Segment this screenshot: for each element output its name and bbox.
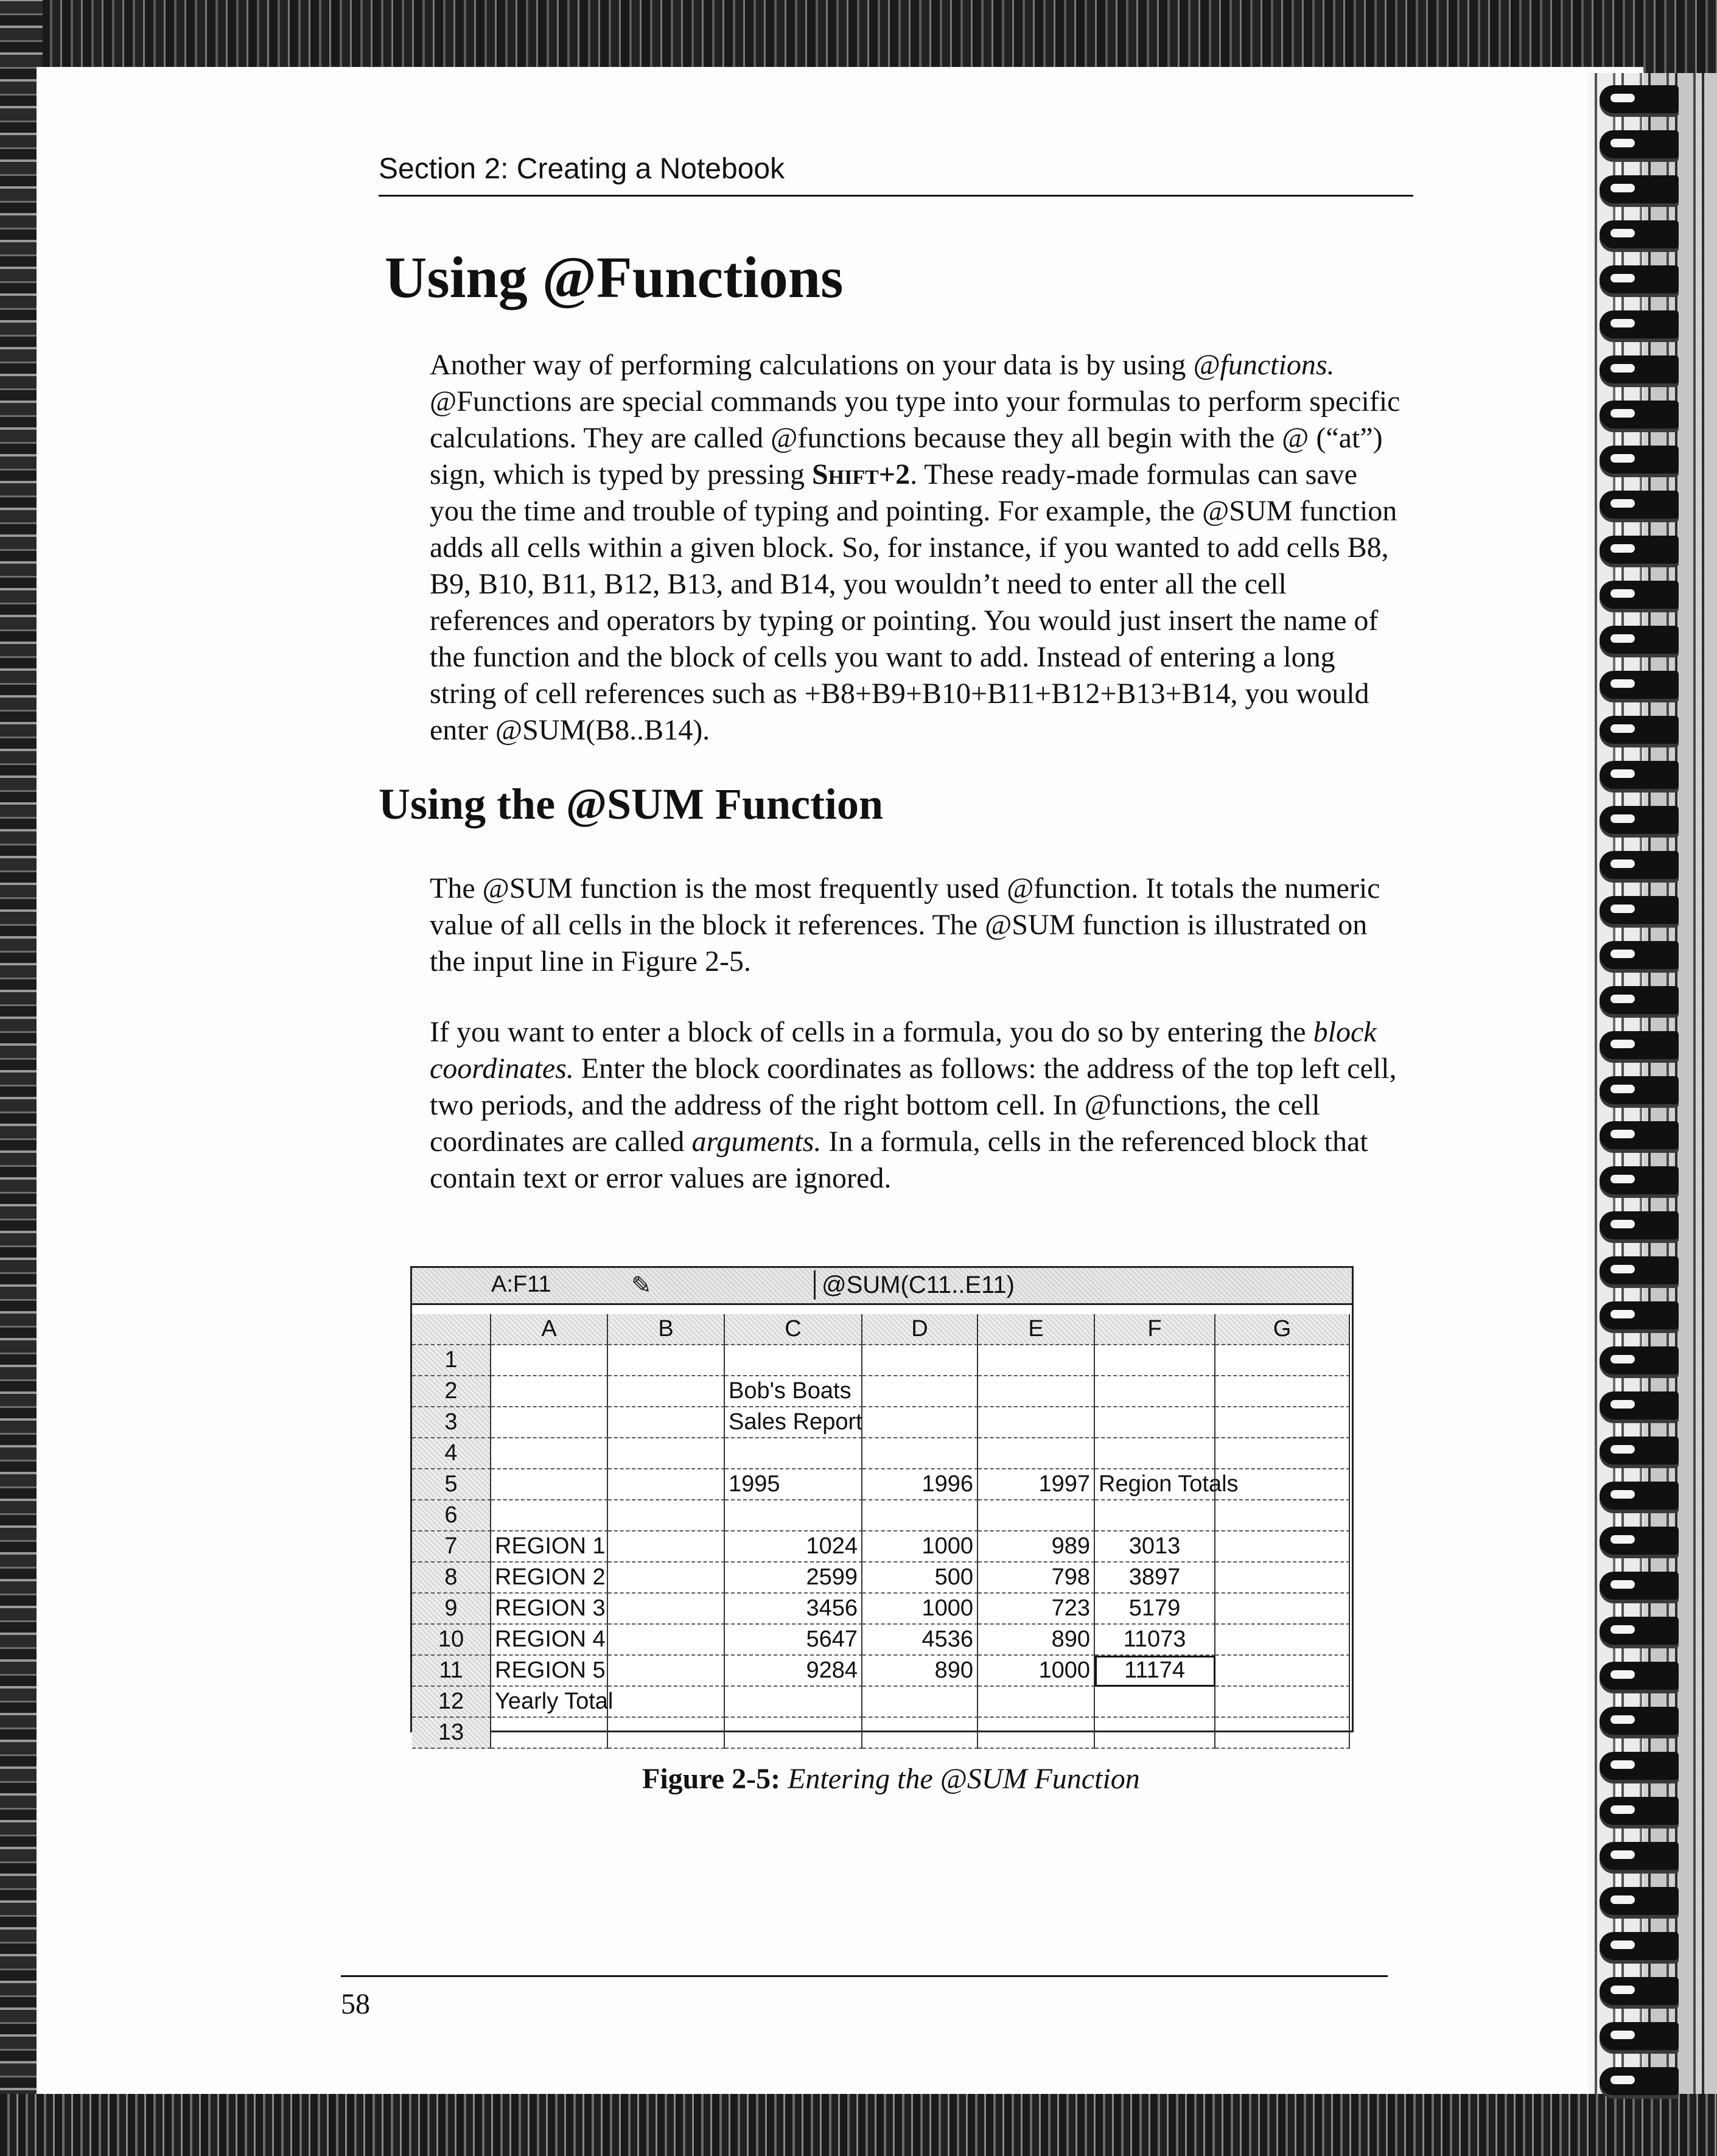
binding-ring xyxy=(1600,986,1679,1014)
intro-paragraph xyxy=(430,347,1404,749)
binding-ring xyxy=(1600,1887,1679,1915)
binding-ring xyxy=(1600,761,1679,789)
cell-a12[interactable]: Yearly Total xyxy=(491,1687,608,1718)
cell-d5[interactable]: 1996 xyxy=(862,1469,978,1500)
cell-g13[interactable] xyxy=(1215,1718,1350,1749)
binding-ring xyxy=(1600,491,1679,519)
cell-a11[interactable]: REGION 5 xyxy=(491,1656,608,1687)
running-head: Section 2: Creating a Notebook xyxy=(379,153,785,185)
cell-e7[interactable]: 989 xyxy=(978,1531,1095,1563)
row-header[interactable]: 7 xyxy=(412,1531,491,1563)
page-number: 58 xyxy=(341,1988,370,2020)
cell-b4[interactable] xyxy=(608,1438,725,1469)
cell-e11[interactable]: 1000 xyxy=(978,1656,1095,1687)
binding-ring xyxy=(1600,626,1679,654)
cell-b3[interactable] xyxy=(608,1407,725,1438)
cell-a5[interactable] xyxy=(491,1469,608,1500)
cell-e4[interactable] xyxy=(978,1438,1095,1469)
cell-a3[interactable] xyxy=(491,1407,608,1438)
cell-f5[interactable]: Region Totals xyxy=(1095,1469,1215,1500)
cell-g8[interactable] xyxy=(1215,1563,1350,1594)
cell-g7[interactable] xyxy=(1215,1531,1350,1563)
binding-ring xyxy=(1600,851,1679,879)
binding-ring xyxy=(1600,941,1679,969)
binding-ring xyxy=(1600,1797,1679,1825)
cell-d6[interactable] xyxy=(862,1500,978,1531)
cell-g1[interactable] xyxy=(1215,1345,1350,1376)
intro-text-1: Another way of performing calculations on your data is by using xyxy=(430,349,1194,381)
cell-c7[interactable]: 1024 xyxy=(725,1531,862,1563)
cell-b8[interactable] xyxy=(608,1563,725,1594)
cell-a9[interactable]: REGION 3 xyxy=(491,1594,608,1625)
cell-f10[interactable]: 11073 xyxy=(1095,1625,1215,1656)
cell-c4[interactable] xyxy=(725,1438,862,1469)
cell-g6[interactable] xyxy=(1215,1500,1350,1531)
binding-ring xyxy=(1600,1256,1679,1284)
row-header[interactable]: 9 xyxy=(412,1594,491,1625)
row-header[interactable]: 13 xyxy=(412,1718,491,1749)
binding-ring xyxy=(1600,85,1679,113)
cell-d13[interactable] xyxy=(862,1718,978,1749)
column-header-f[interactable]: F xyxy=(1095,1314,1215,1345)
cell-e6[interactable] xyxy=(978,1500,1095,1531)
cell-b13[interactable] xyxy=(608,1718,725,1749)
row-header[interactable]: 5 xyxy=(412,1469,491,1500)
binding-ring xyxy=(1600,1572,1679,1600)
cell-g3[interactable] xyxy=(1215,1407,1350,1438)
binding-ring xyxy=(1600,896,1679,924)
binding-ring xyxy=(1600,1166,1679,1194)
formula-input[interactable]: @SUM(C11..E11) xyxy=(814,1270,1357,1300)
cell-b2[interactable] xyxy=(608,1376,725,1407)
figure-caption xyxy=(642,1762,1140,1796)
cell-f6[interactable] xyxy=(1095,1500,1215,1531)
cell-c6[interactable] xyxy=(725,1500,862,1531)
cell-e9[interactable]: 723 xyxy=(978,1594,1095,1625)
binding-ring xyxy=(1600,1932,1679,1960)
cell-b7[interactable] xyxy=(608,1531,725,1563)
binding-ring xyxy=(1600,1617,1679,1645)
cell-c10[interactable]: 5647 xyxy=(725,1625,862,1656)
cell-g9[interactable] xyxy=(1215,1594,1350,1625)
cell-c2[interactable]: Bob's Boats xyxy=(725,1376,862,1407)
spreadsheet-figure xyxy=(410,1266,1354,1745)
cell-d3[interactable] xyxy=(862,1407,978,1438)
scan-edge-bottom xyxy=(0,2094,1717,2156)
row-header[interactable]: 3 xyxy=(412,1407,491,1438)
cell-c3[interactable]: Sales Report xyxy=(725,1407,862,1438)
cell-b6[interactable] xyxy=(608,1500,725,1531)
cell-c11[interactable]: 9284 xyxy=(725,1656,862,1687)
cell-g2[interactable] xyxy=(1215,1376,1350,1407)
header-rule xyxy=(379,195,1413,197)
binding-ring xyxy=(1600,671,1679,699)
binding-ring xyxy=(1600,220,1679,248)
binding-ring xyxy=(1600,175,1679,203)
cell-d11[interactable]: 890 xyxy=(862,1656,978,1687)
binding-ring xyxy=(1600,1662,1679,1690)
cell-a4[interactable] xyxy=(491,1438,608,1469)
cell-c1[interactable] xyxy=(725,1345,862,1376)
row-header[interactable]: 8 xyxy=(412,1563,491,1594)
cell-a8[interactable]: REGION 2 xyxy=(491,1563,608,1594)
cell-g11[interactable] xyxy=(1215,1656,1350,1687)
cell-f13[interactable] xyxy=(1095,1718,1215,1749)
cell-b1[interactable] xyxy=(608,1345,725,1376)
row-header[interactable]: 6 xyxy=(412,1500,491,1531)
cell-c12[interactable] xyxy=(725,1687,862,1718)
binding-ring xyxy=(1600,1076,1679,1104)
column-header-d[interactable]: D xyxy=(862,1314,978,1345)
cell-f1[interactable] xyxy=(1095,1345,1215,1376)
binding-ring xyxy=(1600,355,1679,383)
intro-emphasis: @functions. xyxy=(1193,349,1335,381)
cell-e10[interactable]: 890 xyxy=(978,1625,1095,1656)
binding-ring xyxy=(1600,310,1679,338)
cell-f11[interactable]: 11174 xyxy=(1095,1656,1215,1687)
binding-ring xyxy=(1600,1752,1679,1780)
cell-e8[interactable]: 798 xyxy=(978,1563,1095,1594)
cell-b5[interactable] xyxy=(608,1469,725,1500)
cell-f7[interactable]: 3013 xyxy=(1095,1531,1215,1563)
binding-ring xyxy=(1600,1527,1679,1555)
cell-a1[interactable] xyxy=(491,1345,608,1376)
input-line xyxy=(412,1268,1352,1305)
cell-a7[interactable]: REGION 1 xyxy=(491,1531,608,1563)
column-header-a[interactable]: A xyxy=(491,1314,608,1345)
cell-f4[interactable] xyxy=(1095,1438,1215,1469)
cell-c8[interactable]: 2599 xyxy=(725,1563,862,1594)
column-header-b[interactable]: B xyxy=(608,1314,725,1345)
cell-e2[interactable] xyxy=(978,1376,1095,1407)
cell-c9[interactable]: 3456 xyxy=(725,1594,862,1625)
block-emphasis-2: arguments. xyxy=(691,1125,822,1158)
cell-d1[interactable] xyxy=(862,1345,978,1376)
cell-f2[interactable] xyxy=(1095,1376,1215,1407)
column-header-c[interactable]: C xyxy=(725,1314,862,1345)
row-header[interactable]: 11 xyxy=(412,1656,491,1687)
cell-g5[interactable] xyxy=(1215,1469,1350,1500)
binding-ring xyxy=(1600,1842,1679,1870)
binding-ring xyxy=(1600,536,1679,564)
cell-e3[interactable] xyxy=(978,1407,1095,1438)
cell-b10[interactable] xyxy=(608,1625,725,1656)
row-header[interactable]: 2 xyxy=(412,1376,491,1407)
cell-f3[interactable] xyxy=(1095,1407,1215,1438)
page-title: Using @Functions xyxy=(385,245,844,310)
cell-c5[interactable]: 1995 xyxy=(725,1469,862,1500)
binding-ring xyxy=(1600,2067,1679,2095)
cell-a13[interactable] xyxy=(491,1718,608,1749)
binding-ring xyxy=(1600,806,1679,834)
sum-paragraph: The @SUM function is the most frequently used @function. It totals the numeric value of all cells in the block it references. The @SUM function is illustrated on the input line in Figure 2-5. xyxy=(430,872,1380,978)
cell-d2[interactable] xyxy=(862,1376,978,1407)
cell-d4[interactable] xyxy=(862,1438,978,1469)
block-text-1: If you want to enter a block of cells in a formula, you do so by entering the xyxy=(430,1016,1313,1048)
cell-c13[interactable] xyxy=(725,1718,862,1749)
cell-f8[interactable]: 3897 xyxy=(1095,1563,1215,1594)
scan-edge-top xyxy=(0,0,1717,73)
column-header-e[interactable]: E xyxy=(978,1314,1095,1345)
binding-ring xyxy=(1600,1346,1679,1374)
row-header[interactable]: 4 xyxy=(412,1438,491,1469)
binding-ring xyxy=(1600,1031,1679,1059)
cell-d9[interactable]: 1000 xyxy=(862,1594,978,1625)
caption-text: Entering the @SUM Function xyxy=(788,1763,1140,1795)
binding-ring xyxy=(1600,265,1679,293)
binding-ring xyxy=(1600,1211,1679,1239)
key-combo: Shift+2 xyxy=(811,458,911,491)
binding-ring xyxy=(1600,2022,1679,2050)
row-header[interactable]: 12 xyxy=(412,1687,491,1718)
cell-d12[interactable] xyxy=(862,1687,978,1718)
binding-ring xyxy=(1600,1707,1679,1735)
cell-b9[interactable] xyxy=(608,1594,725,1625)
cell-f9[interactable]: 5179 xyxy=(1095,1594,1215,1625)
block-paragraph xyxy=(430,1014,1404,1197)
binding-ring xyxy=(1600,716,1679,744)
cell-b12[interactable] xyxy=(608,1687,725,1718)
cell-f12[interactable] xyxy=(1095,1687,1215,1718)
footer-rule xyxy=(341,1975,1388,1977)
block-text-3: In a formula, cells in the referenced block that contain text or error values are ignored. xyxy=(430,1125,1368,1194)
binding-ring xyxy=(1600,401,1679,429)
binding-ring xyxy=(1600,1301,1679,1329)
binding-ring xyxy=(1600,1977,1679,2005)
select-all-corner[interactable] xyxy=(412,1314,491,1345)
cell-g12[interactable] xyxy=(1215,1687,1350,1718)
binding-ring xyxy=(1600,1437,1679,1465)
block-text-2: Enter the block coordinates as follows: the address of the top left cell, two periods, and the address of the right bottom cell. In @functions, the cell coordinates are called xyxy=(430,1052,1397,1158)
cell-g10[interactable] xyxy=(1215,1625,1350,1656)
cell-d10[interactable]: 4536 xyxy=(862,1625,978,1656)
binding-ring xyxy=(1600,1482,1679,1510)
cell-e12[interactable] xyxy=(978,1687,1095,1718)
intro-text-3: . These ready-made formulas can save you the time and trouble of typing and pointing. For example, the @SUM function adds all cells within a given block. So, for instance, if you wanted to add cells B8, B9, B10, B11, B12, B13, and B14, you wouldn’t need to enter all the cell references and operators by typing or pointing. You would just insert the name of the function and the block of cells you want to add. Instead of entering a long string of cell references such as +B8+B9+B10+B11+B12+B13+B14, you would enter @SUM(B8..B14). xyxy=(430,458,1397,746)
caption-label: Figure 2-5: xyxy=(642,1763,781,1795)
binding-ring xyxy=(1600,130,1679,158)
navigator-icon[interactable]: ✎ xyxy=(631,1272,652,1299)
cell-e5[interactable]: 1997 xyxy=(978,1469,1095,1500)
cell-b11[interactable] xyxy=(608,1656,725,1687)
section-subtitle: Using the @SUM Function xyxy=(379,780,884,828)
binding-ring xyxy=(1600,1121,1679,1149)
binding-ring xyxy=(1600,1391,1679,1419)
cell-d8[interactable]: 500 xyxy=(862,1563,978,1594)
block-emphasis-1: block coordinates. xyxy=(430,1016,1377,1085)
intro-text-2: @Functions are special commands you type into your formulas to perform specific calculations. They are called @functions because they all begin with the @ (“at”) sign, which is typed by pressing xyxy=(430,385,1401,491)
cell-e1[interactable] xyxy=(978,1345,1095,1376)
cell-e13[interactable] xyxy=(978,1718,1095,1749)
column-header-g[interactable]: G xyxy=(1215,1314,1350,1345)
cell-a10[interactable]: REGION 4 xyxy=(491,1625,608,1656)
cell-address[interactable]: A:F11 xyxy=(491,1272,551,1297)
cell-d7[interactable]: 1000 xyxy=(862,1531,978,1563)
row-header[interactable]: 1 xyxy=(412,1345,491,1376)
cell-a2[interactable] xyxy=(491,1376,608,1407)
cell-a6[interactable] xyxy=(491,1500,608,1531)
cell-g4[interactable] xyxy=(1215,1438,1350,1469)
binding-ring xyxy=(1600,446,1679,474)
row-header[interactable]: 10 xyxy=(412,1625,491,1656)
binding-ring xyxy=(1600,581,1679,609)
